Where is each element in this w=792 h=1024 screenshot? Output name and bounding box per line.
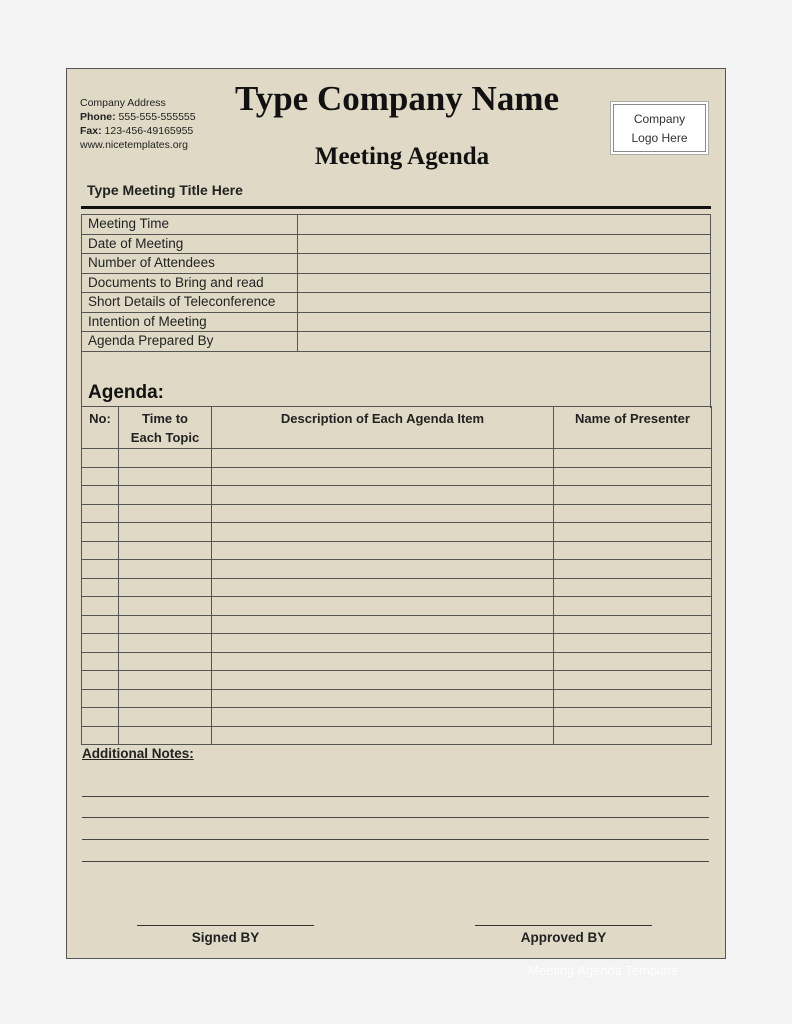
agenda-no-cell[interactable] [82,523,119,542]
agenda-time-cell[interactable] [119,578,212,597]
agenda-description-cell[interactable] [212,467,554,486]
agenda-no-cell[interactable] [82,615,119,634]
agenda-presenter-cell[interactable] [554,671,712,690]
agenda-time-cell[interactable] [119,671,212,690]
agenda-time-cell[interactable] [119,523,212,542]
agenda-no-cell[interactable] [82,726,119,745]
agenda-row [82,726,712,745]
agenda-heading: Agenda: [88,382,164,403]
approved-by-label: Approved BY [520,930,607,945]
agenda-row [82,541,712,560]
agenda-row [82,449,712,468]
agenda-description-cell[interactable] [212,486,554,505]
agenda-no-cell[interactable] [82,597,119,616]
info-value-field[interactable] [298,254,711,274]
agenda-description-cell[interactable] [212,671,554,690]
agenda-no-cell[interactable] [82,708,119,727]
agenda-row [82,467,712,486]
info-value-field[interactable] [298,293,711,313]
agenda-presenter-cell[interactable] [554,486,712,505]
agenda-presenter-cell[interactable] [554,652,712,671]
agenda-time-cell[interactable] [119,449,212,468]
agenda-presenter-cell[interactable] [554,689,712,708]
agenda-time-cell[interactable] [119,615,212,634]
additional-notes-label: Additional Notes: [82,746,194,761]
agenda-no-cell[interactable] [82,467,119,486]
notes-line[interactable] [82,839,709,840]
agenda-time-cell[interactable] [119,634,212,653]
info-label: Intention of Meeting [82,312,298,332]
approved-by-line[interactable] [475,925,652,926]
phone-value: 555-555-555555 [118,111,196,123]
agenda-no-cell[interactable] [82,652,119,671]
website: www.nicetemplates.org [80,139,188,151]
watermark-text: Meeting Agenda Template [528,963,679,978]
agenda-time-cell[interactable] [119,597,212,616]
agenda-presenter-cell[interactable] [554,560,712,579]
agenda-description-cell[interactable] [212,634,554,653]
info-label: Documents to Bring and read [82,273,298,293]
info-label: Agenda Prepared By [82,332,298,352]
fax-label: Fax: [80,125,102,137]
agenda-row [82,671,712,690]
agenda-time-cell[interactable] [119,560,212,579]
agenda-no-cell[interactable] [82,578,119,597]
company-address: Company Address [80,97,166,109]
agenda-time-cell[interactable] [119,541,212,560]
info-label: Short Details of Teleconference [82,293,298,313]
agenda-no-cell[interactable] [82,486,119,505]
agenda-description-cell[interactable] [212,449,554,468]
column-header-description: Description of Each Agenda Item [212,407,554,449]
agenda-header-row [82,407,712,449]
agenda-description-cell[interactable] [212,523,554,542]
agenda-description-cell[interactable] [212,615,554,634]
agenda-no-cell[interactable] [82,541,119,560]
agenda-description-cell[interactable] [212,504,554,523]
title-divider [81,206,711,209]
agenda-no-cell[interactable] [82,504,119,523]
meeting-info-table [81,214,711,352]
agenda-row [82,689,712,708]
signed-by-label: Signed BY [191,930,260,945]
agenda-presenter-cell[interactable] [554,541,712,560]
agenda-presenter-cell[interactable] [554,615,712,634]
logo-line-2: Logo Here [631,131,688,145]
agenda-row [82,597,712,616]
info-label: Number of Attendees [82,254,298,274]
agenda-time-cell[interactable] [119,652,212,671]
agenda-time-cell[interactable] [119,726,212,745]
agenda-time-cell[interactable] [119,708,212,727]
notes-line[interactable] [82,796,709,797]
info-value-field[interactable] [298,273,711,293]
agenda-no-cell[interactable] [82,634,119,653]
agenda-row [82,634,712,653]
info-row [82,234,711,254]
agenda-description-cell[interactable] [212,652,554,671]
info-row [82,312,711,332]
agenda-presenter-cell[interactable] [554,523,712,542]
agenda-heading-area [81,352,711,408]
info-value-field[interactable] [298,215,711,235]
agenda-description-cell[interactable] [212,578,554,597]
agenda-no-cell[interactable] [82,671,119,690]
signed-by-line[interactable] [137,925,314,926]
agenda-description-cell[interactable] [212,708,554,727]
agenda-row [82,504,712,523]
phone-line [80,110,196,124]
agenda-no-cell[interactable] [82,449,119,468]
agenda-presenter-cell[interactable] [554,708,712,727]
agenda-no-cell[interactable] [82,560,119,579]
document-title: Meeting Agenda [314,143,490,170]
agenda-row [82,652,712,671]
meeting-title[interactable]: Type Meeting Title Here [87,182,243,198]
info-row [82,293,711,313]
agenda-description-cell[interactable] [212,726,554,745]
logo-line-1: Company [633,112,686,126]
agenda-description-cell[interactable] [212,689,554,708]
agenda-row [82,486,712,505]
info-value-field[interactable] [298,234,711,254]
agenda-description-cell[interactable] [212,541,554,560]
info-row [82,273,711,293]
agenda-row [82,523,712,542]
agenda-description-cell[interactable] [212,597,554,616]
info-row [82,254,711,274]
agenda-presenter-cell[interactable] [554,467,712,486]
company-logo-placeholder[interactable] [613,104,706,152]
agenda-table [81,406,712,745]
info-value-field[interactable] [298,312,711,332]
column-header-presenter: Name of Presenter [554,407,712,449]
contact-block [80,96,196,152]
info-label: Date of Meeting [82,234,298,254]
agenda-presenter-cell[interactable] [554,597,712,616]
agenda-presenter-cell[interactable] [554,504,712,523]
info-row [82,215,711,235]
agenda-time-cell[interactable] [119,504,212,523]
column-header-time: Time to Each Topic [119,407,212,449]
agenda-presenter-cell[interactable] [554,449,712,468]
notes-line[interactable] [82,817,709,818]
info-row [82,332,711,352]
info-label: Meeting Time [82,215,298,235]
column-header-no: No: [82,407,119,449]
agenda-presenter-cell[interactable] [554,634,712,653]
agenda-no-cell[interactable] [82,689,119,708]
agenda-template-sheet [66,68,726,959]
fax-line [80,124,196,138]
info-value-field[interactable] [298,332,711,352]
agenda-row [82,578,712,597]
agenda-presenter-cell[interactable] [554,578,712,597]
agenda-row [82,615,712,634]
agenda-row [82,708,712,727]
company-name[interactable]: Type Company Name [234,79,560,118]
agenda-time-cell[interactable] [119,689,212,708]
notes-line[interactable] [82,861,709,862]
phone-label: Phone: [80,111,116,123]
agenda-presenter-cell[interactable] [554,726,712,745]
agenda-row [82,560,712,579]
agenda-time-cell[interactable] [119,467,212,486]
agenda-description-cell[interactable] [212,560,554,579]
fax-value: 123-456-49165955 [104,125,194,137]
agenda-time-cell[interactable] [119,486,212,505]
